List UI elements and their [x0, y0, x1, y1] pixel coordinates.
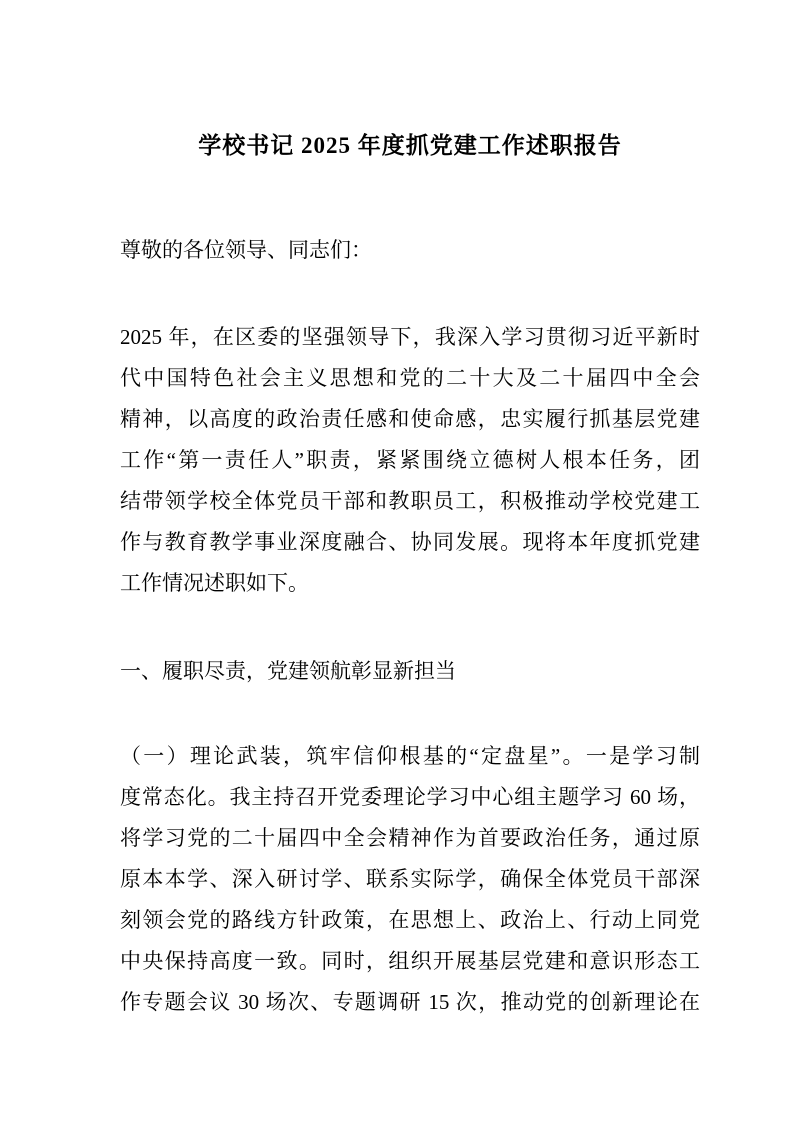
text-line: 刻领会党的路线方针政策，在思想上、政治上、行动上同党 [120, 908, 700, 932]
text-line: 将学习党的二十届四中全会精神作为首要政治任务，通过原 [120, 826, 700, 850]
text-line: 度常态化。我主持召开党委理论学习中心组主题学习 60 场， [120, 785, 700, 809]
text-line: （一）理论武装，筑牢信仰根基的“定盘星”。一是学习制 [120, 744, 700, 768]
section1-paragraph1 [120, 736, 700, 1023]
section-heading-1: 一、履职尽责，党建领航彰显新担当 [120, 659, 456, 683]
intro-paragraph [120, 317, 700, 604]
text-line: 工作“第一责任人”职责，紧紧围绕立德树人根本任务，团 [120, 448, 700, 472]
salutation: 尊敬的各位领导、同志们： [120, 238, 372, 262]
text-line: 中央保持高度一致。同时，组织开展基层党建和意识形态工 [120, 949, 700, 973]
text-line: 代中国特色社会主义思想和党的二十大及二十届四中全会 [120, 366, 700, 390]
text-line: 作与教育教学事业深度融合、协同发展。现将本年度抓党建 [120, 530, 700, 554]
document-title: 学校书记 2025 年度抓党建工作述职报告 [198, 133, 622, 158]
text-line: 作专题会议 30 场次、专题调研 15 次，推动党的创新理论在 [120, 990, 700, 1014]
text-line: 2025 年，在区委的坚强领导下，我深入学习贯彻习近平新时 [120, 325, 700, 349]
text-line: 结带领学校全体党员干部和教职员工，积极推动学校党建工 [120, 489, 700, 513]
text-line: 原本本学、深入研讨学、联系实际学，确保全体党员干部深 [120, 867, 700, 891]
text-line: 精神，以高度的政治责任感和使命感，忠实履行抓基层党建 [120, 407, 700, 431]
text-line: 工作情况述职如下。 [120, 571, 309, 595]
